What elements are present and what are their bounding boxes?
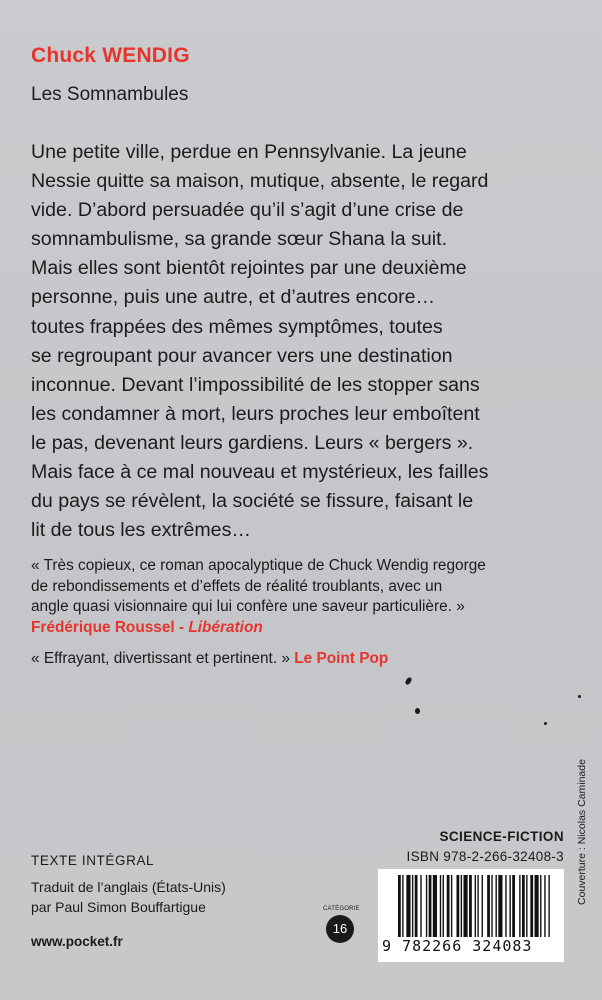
translation-line: Traduit de l’anglais (États-Unis) — [31, 879, 226, 895]
synopsis-line: Mais elles sont bientôt rejointes par une deuxième — [31, 257, 467, 280]
synopsis-line: Une petite ville, perdue en Pennsylvanie. La jeune — [31, 141, 467, 163]
synopsis-line: inconnue. Devant l’impossibilité de les stopper sans — [31, 373, 480, 396]
review-quote-line: « Très copieux, ce roman apocalyptique de Chuck Wendig regorge — [31, 557, 486, 574]
cover-credit-text: Couverture : Nicolas Caminade — [576, 759, 588, 905]
review-liberation — [31, 556, 596, 638]
synopsis-line: du pays se révèlent, la société se fissure, faisant le — [31, 490, 474, 513]
publisher-website: www.pocket.fr — [31, 934, 123, 949]
ink-speck — [404, 676, 413, 685]
synopsis-line: lit de tous les extrêmes… — [31, 519, 251, 542]
review-le-point-pop — [31, 649, 596, 670]
review-outlet: Libération — [188, 618, 263, 636]
synopsis — [31, 138, 591, 545]
integral-text-label: TEXTE INTÉGRAL — [31, 853, 155, 868]
synopsis-line: Mais face à ce mal nouveau et mystérieux, les failles — [31, 461, 489, 484]
book-title: Les Somnambules — [31, 84, 189, 105]
isbn-number: ISBN 978-2-266-32408-3 — [406, 849, 564, 864]
review-attribution — [31, 618, 596, 639]
synopsis-line: somnambulisme, sa grande sœur Shana la suit. — [31, 228, 448, 251]
ink-speck — [415, 708, 420, 714]
review-critic: Frédérique Roussel — [31, 618, 175, 636]
barcode-bars — [398, 875, 554, 937]
ink-speck — [544, 722, 547, 725]
barcode — [378, 869, 564, 962]
synopsis-line: vide. D’abord persuadée qu’il s’agit d’une crise de — [31, 199, 464, 222]
review-outlet: Le Point Pop — [294, 650, 389, 667]
category-label: CATÉGORIE — [323, 906, 360, 912]
review-quote: « Effrayant, divertissant et pertinent. » — [31, 650, 290, 667]
cover-credit — [575, 712, 589, 952]
synopsis-line: se regroupant pour avancer vers une destination — [31, 344, 453, 367]
review-quote-line: angle quasi visionnaire qui lui confère une saveur particulière. » — [31, 598, 465, 615]
synopsis-line: Nessie quitte sa maison, mutique, absente, le regard — [31, 170, 489, 193]
review-separator: - — [174, 618, 189, 636]
translation-line: par Paul Simon Bouffartigue — [31, 899, 206, 915]
author-name: Chuck WENDIG — [31, 44, 190, 67]
review-quote-line: de rebondissements et d’effets de réalité troublants, avec un — [31, 577, 443, 595]
barcode-digits: 9 782266 324083 — [382, 937, 533, 955]
synopsis-line: personne, puis une autre, et d’autres encore… — [31, 286, 436, 309]
synopsis-line: les condamner à mort, leurs proches leur emboîtent — [31, 402, 480, 425]
review-line — [31, 649, 596, 670]
synopsis-line: le pas, devenant leurs gardiens. Leurs « bergers ». — [31, 431, 474, 454]
ink-speck — [578, 695, 581, 698]
synopsis-line: toutes frappées des mêmes symptômes, toutes — [31, 315, 443, 338]
genre-label: SCIENCE-FICTION — [439, 829, 564, 844]
category-badge: 16 — [326, 915, 354, 943]
translation-credit — [31, 877, 226, 917]
